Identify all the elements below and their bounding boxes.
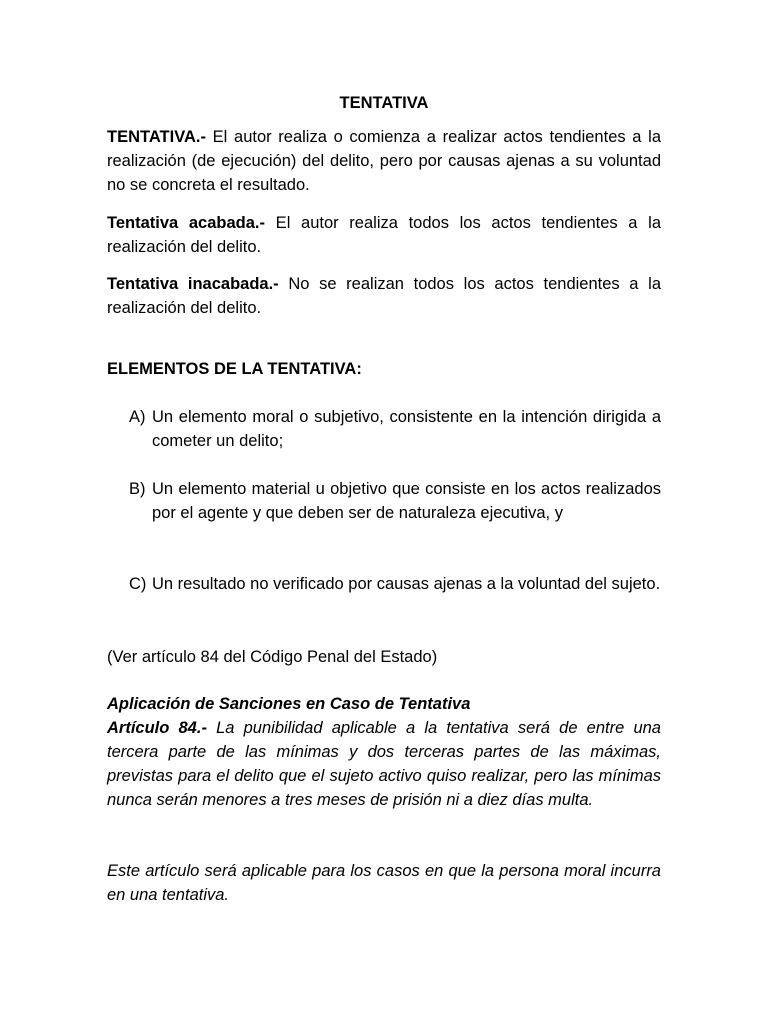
code-reference: (Ver artículo 84 del Código Penal del Estado) (107, 648, 438, 666)
list-item (129, 477, 661, 525)
article-closing: Este artículo será aplicable para los casos en que la persona moral incurra en una tentativa. (107, 862, 661, 904)
document-title: TENTATIVA (339, 94, 429, 112)
definition-text: No se realizan todos los actos tendientes a la realización del delito. (107, 275, 661, 317)
article-heading: Aplicación de Sanciones en Caso de Tentativa (107, 695, 471, 713)
list-marker: A) (129, 408, 146, 426)
list-item-text: Un elemento moral o subjetivo, consistente en la intención dirigida a cometer un delito; (152, 408, 661, 450)
article-84 (107, 716, 661, 812)
list-item (129, 572, 661, 596)
definition-tentativa-acabada (107, 211, 661, 259)
list-marker: C) (129, 575, 147, 593)
definition-term: TENTATIVA.- (107, 128, 206, 146)
definition-term: Tentativa inacabada.- (107, 275, 279, 293)
definition-text: El autor realiza todos los actos tendientes a la realización del delito. (107, 214, 662, 256)
definition-tentativa-inacabada (107, 272, 661, 320)
list-marker: B) (129, 480, 146, 498)
list-item (129, 405, 661, 453)
list-item-text: Un resultado no verificado por causas ajenas a la voluntad del sujeto. (152, 575, 661, 593)
article-label: Artículo 84.- (107, 719, 207, 737)
definition-term: Tentativa acabada.- (107, 214, 266, 232)
definition-tentativa (107, 125, 661, 197)
definition-text: El autor realiza o comienza a realizar actos tendientes a la realización (de ejecución) del delito, pero por causas ajenas a su voluntad no se concreta el resultado. (107, 128, 661, 194)
list-item-text: Un elemento material u objetivo que consiste en los actos realizados por el agente y que deben ser de naturaleza ejecutiva, y (152, 480, 661, 522)
elements-heading: ELEMENTOS DE LA TENTATIVA: (107, 360, 362, 378)
article-text: La punibilidad aplicable a la tentativa será de entre una tercera parte de las mínimas y dos terceras partes de las máximas, previstas para el delito que el sujeto activo quiso realizar, pero las mínimas nunca serán menores a tres meses de prisión ni a diez días multa. (107, 719, 661, 809)
